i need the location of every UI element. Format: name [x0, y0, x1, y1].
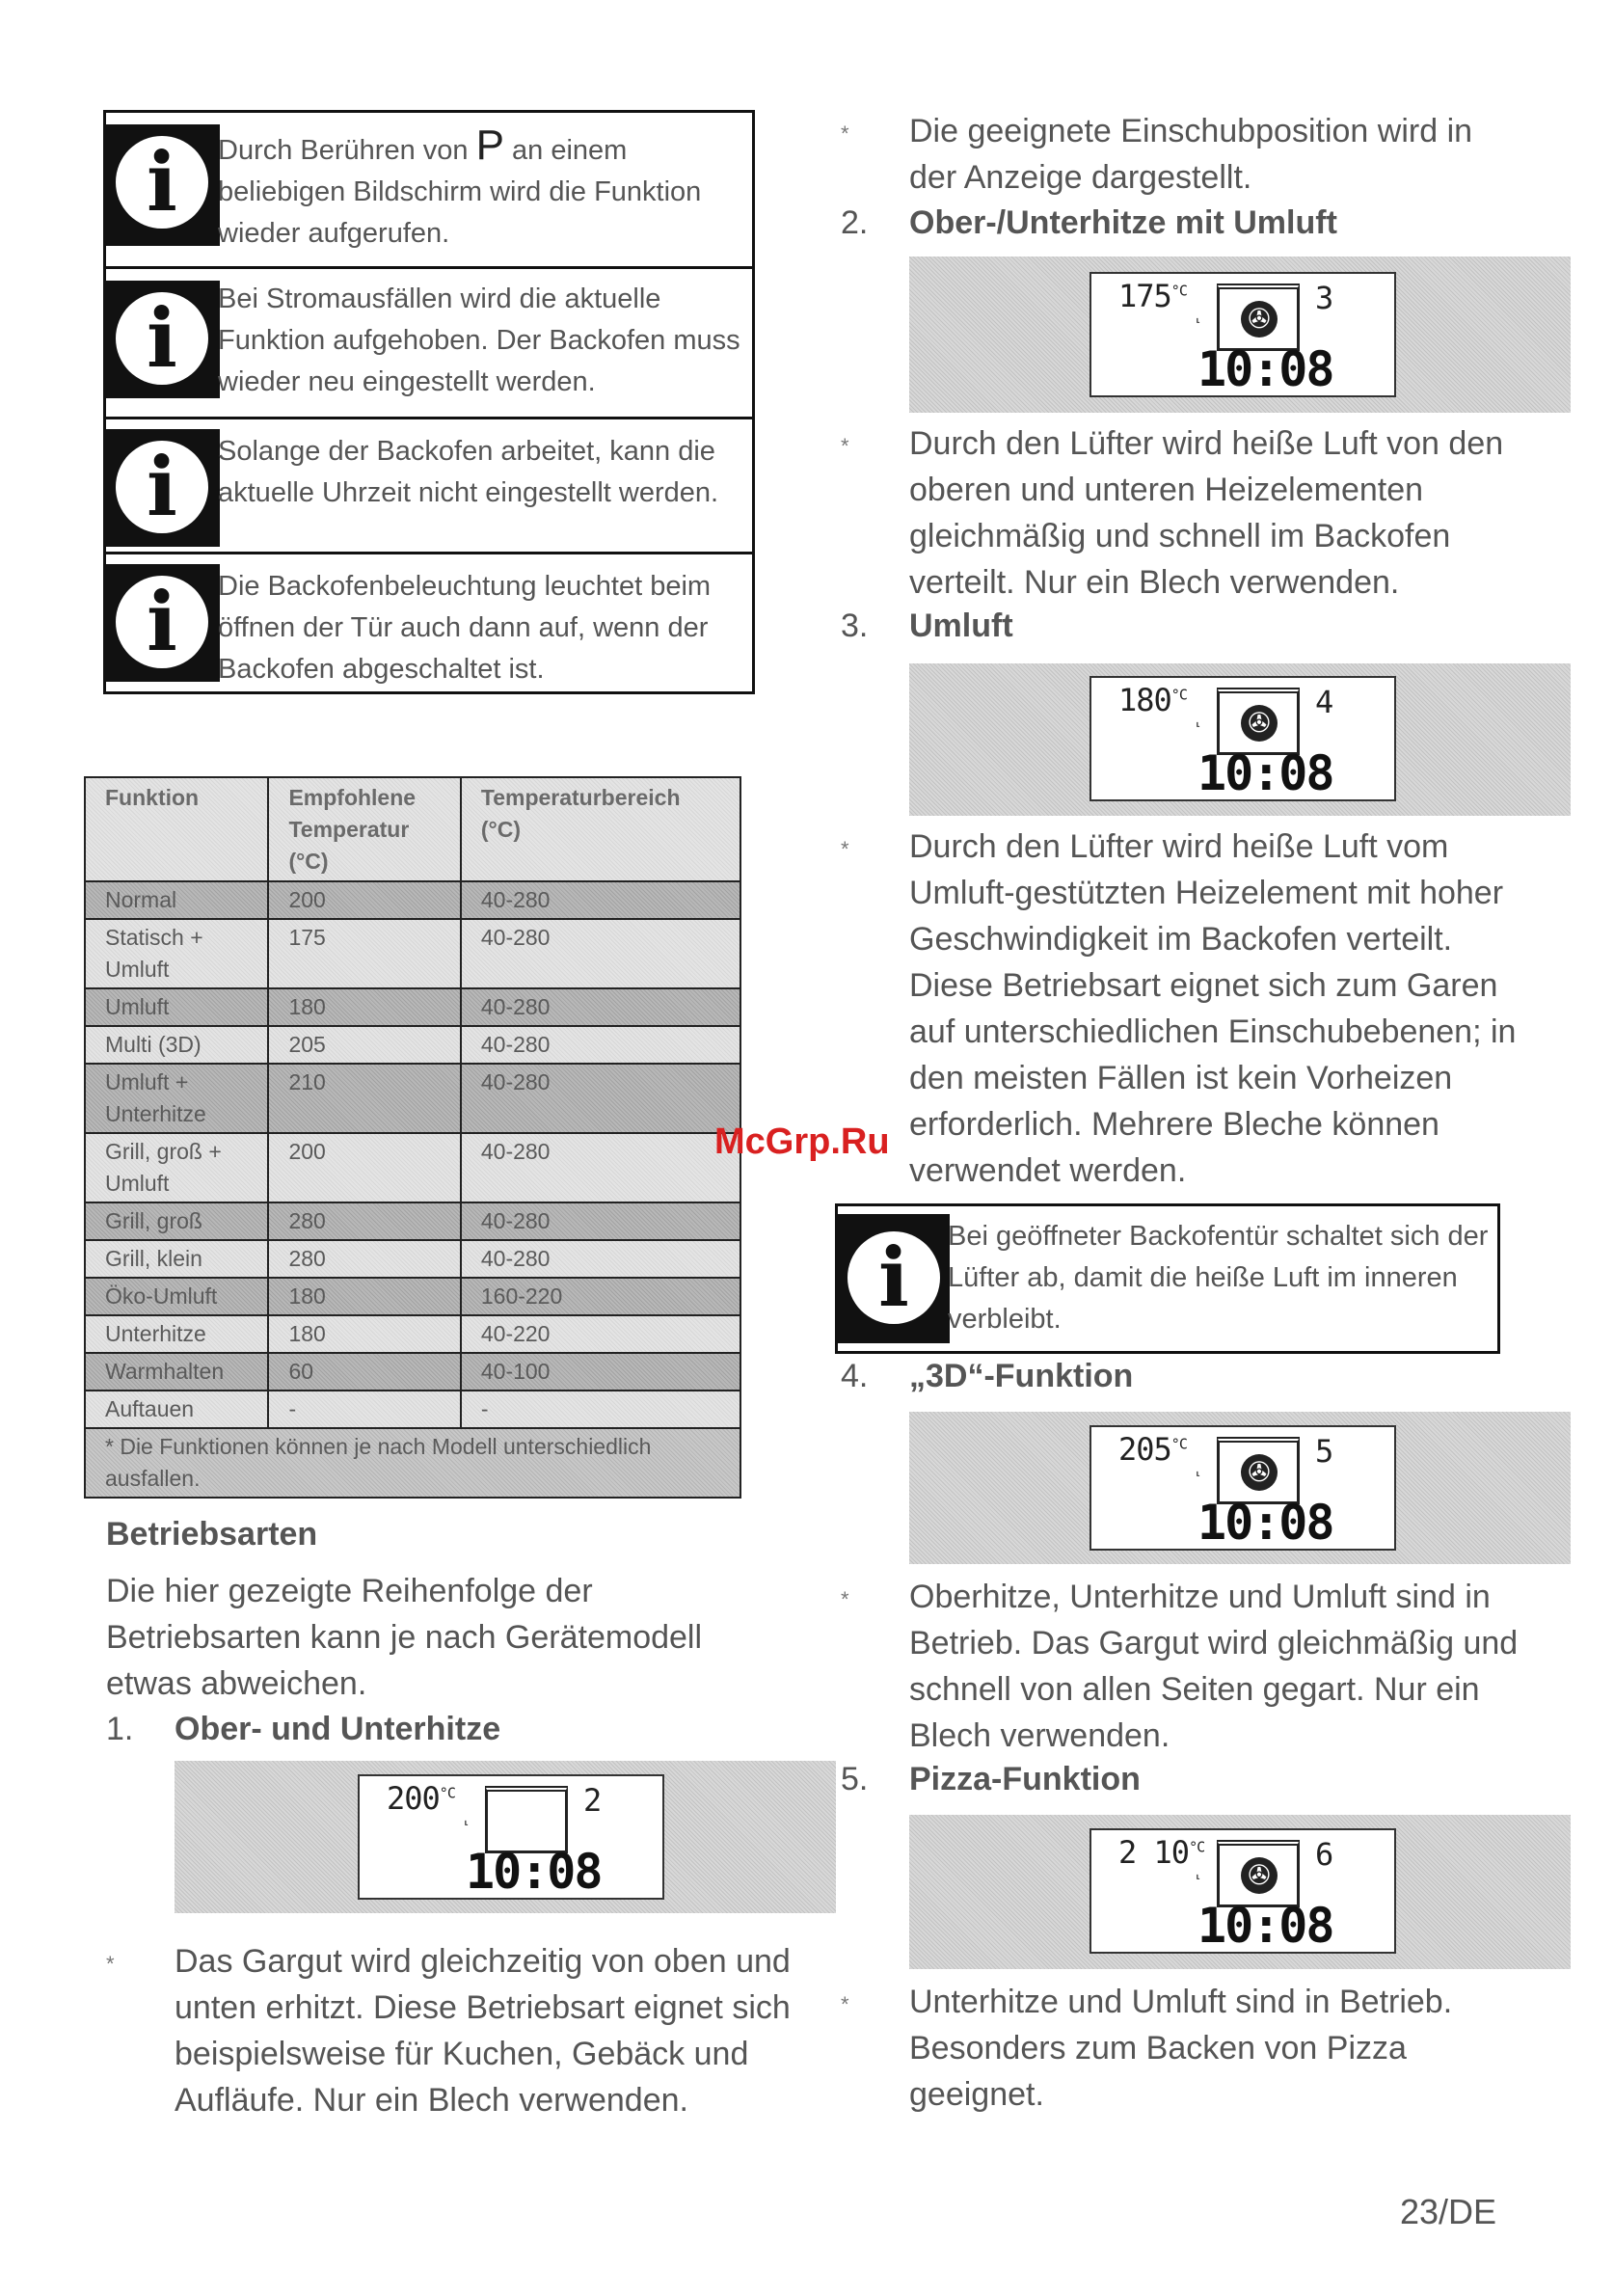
oven-display [1089, 676, 1396, 801]
display-clock: 10:08 [1197, 1495, 1333, 1551]
display-temperature: $180^{^\circ C}$ [1118, 682, 1187, 718]
display-level: 4 [1315, 684, 1334, 720]
oven-display [1089, 1828, 1396, 1954]
bullet-icon: * [841, 434, 849, 458]
fan-icon: ✇ [1241, 705, 1278, 742]
bullet-icon: * [841, 122, 849, 146]
table-row: Warmhalten 60 40-100 [85, 1353, 740, 1391]
mode-number: 1. [106, 1711, 134, 1747]
table-row: Grill, groß 280 40-280 [85, 1202, 740, 1240]
info-note-2 [106, 269, 752, 419]
table-note-row [85, 1428, 740, 1498]
display-level: 6 [1315, 1836, 1334, 1873]
table-row: Statisch + Umluft 175 40-280 [85, 919, 740, 988]
rack-indicator-icon: ⸤ [1196, 309, 1201, 324]
watermark: McGrp.Ru [714, 1121, 890, 1162]
mode-title: Pizza-Funktion [909, 1761, 1141, 1797]
mode-description: Das Gargut wird gleichzeitig von oben und unten erhitzt. Diese Betriebsart eignet sich beispielsweise für Kuchen, Gebäck und Aufläufe. Nur ein Blech verwenden. [175, 1943, 791, 2119]
rack-indicator-icon: ⸤ [464, 1811, 470, 1826]
rack-indicator-icon: ⸤ [1196, 1865, 1201, 1880]
table-header: Empfohlene Temperatur (°C) [268, 777, 460, 881]
mode-number: 5. [841, 1761, 869, 1797]
mode-title: Ober- und Unterhitze [175, 1711, 501, 1747]
table-row: Multi (3D) 205 40-280 [85, 1026, 740, 1064]
info-note-text: Durch Berühren von P an einem beliebigen Bildschirm wird die Funktion wieder aufgerufen. [218, 122, 702, 249]
table-row: Normal 200 40-280 [85, 881, 740, 919]
mode-description: Durch den Lüfter wird heiße Luft von den oberen und unteren Heizelementen gleichmäßig und schnell im Backofen verteilt. Nur ein Blech verwenden. [909, 425, 1504, 601]
page-number: 23/DE [1400, 2192, 1497, 2231]
section-intro: Die hier gezeigte Reihenfolge der Betriebsarten kann je nach Gerätemodell etwas abweichen. [106, 1573, 703, 1702]
display-temperature: 2 $10^{^\circ C}$ [1118, 1834, 1205, 1871]
oven-display [1089, 1425, 1396, 1551]
mode-description: Oberhitze, Unterhitze und Umluft sind in Betrieb. Das Gargut wird gleichmäßig und schnell von allen Seiten gegart. Nur ein Blech verwenden. [909, 1579, 1519, 1754]
table-row: Öko-Umluft 180 160-220 [85, 1278, 740, 1315]
table-row: Auftauen - - [85, 1391, 740, 1428]
info-icon: i [106, 429, 220, 547]
display-level: 5 [1315, 1433, 1334, 1470]
rack-indicator-icon: ⸤ [1196, 1462, 1201, 1477]
table-row: Umluft + Unterhitze 210 40-280 [85, 1064, 740, 1133]
info-note-text: Bei Stromausfällen wird die aktuelle Funktion aufgehoben. Der Backofen muss wieder neu eingestellt werden. [218, 284, 740, 397]
info-note-fan [835, 1203, 1500, 1354]
function-table [84, 776, 741, 1499]
section-title: Betriebsarten [106, 1516, 318, 1553]
mode-description: Durch den Lüfter wird heiße Luft vom Umluft-gestützten Heizelement mit hoher Geschwindigkeit im Backofen verteilt. Diese Betriebsart eignet sich zum Garen auf unterschiedlichen Einschubebenen; in den meisten Fällen ist kein Vorheizen erforderlich. Mehrere Bleche können verwendet werden. [909, 828, 1517, 1189]
mode-number: 2. [841, 204, 869, 241]
table-header: Temperaturbereich (°C) [461, 777, 740, 881]
fan-icon: ✇ [1241, 1857, 1278, 1894]
mode-title: „3D“-Funktion [909, 1358, 1134, 1394]
mode-number: 4. [841, 1358, 869, 1394]
bullet-icon: * [106, 1952, 115, 1976]
mode-number: 3. [841, 608, 869, 644]
display-clock: 10:08 [1197, 1898, 1333, 1954]
display-panel [909, 1815, 1571, 1969]
table-row: Unterhitze 180 40-220 [85, 1315, 740, 1353]
rack-indicator-icon: ⸤ [1196, 713, 1201, 728]
bullet-icon: * [841, 837, 849, 861]
table-footnote: * Die Funktionen können je nach Modell unterschiedlich ausfallen. [85, 1428, 740, 1498]
table-header-row [85, 777, 740, 881]
info-note-text: Bei geöffneter Backofentür schaltet sich der Lüfter ab, damit die heiße Luft im inneren verbleibt. [948, 1221, 1489, 1335]
display-panel [175, 1761, 836, 1913]
fan-icon: ✇ [1241, 301, 1278, 338]
mode-description: Unterhitze und Umluft sind in Betrieb. Besonders zum Backen von Pizza geeignet. [909, 1984, 1453, 2113]
bullet-icon: * [841, 1992, 849, 2016]
display-temperature: $175^{^\circ C}$ [1118, 278, 1187, 314]
info-note-text: Die Backofenbeleuchtung leuchtet beim öffnen der Tür auch dann auf, wenn der Backofen abgeschaltet ist. [218, 571, 712, 685]
display-clock: 10:08 [466, 1844, 602, 1900]
oven-display [358, 1774, 664, 1900]
info-icon: i [106, 281, 220, 398]
display-panel [909, 257, 1571, 413]
intro-text: Die geeignete Einschubposition wird in der Anzeige dargestellt. [909, 113, 1473, 196]
mode-title: Umluft [909, 608, 1013, 644]
table-row: Grill, groß + Umluft 200 40-280 [85, 1133, 740, 1202]
table-row: Umluft 180 40-280 [85, 988, 740, 1026]
info-box-group [103, 110, 755, 694]
info-note-text: Solange der Backofen arbeitet, kann die aktuelle Uhrzeit nicht eingestellt werden. [218, 436, 719, 508]
table-row: Grill, klein 280 40-280 [85, 1240, 740, 1278]
mode-title: Ober-/Unterhitze mit Umluft [909, 204, 1337, 241]
display-level: 3 [1315, 280, 1334, 316]
info-note-3 [106, 419, 752, 554]
display-panel [909, 663, 1571, 816]
display-clock: 10:08 [1197, 341, 1333, 397]
fan-icon: ✇ [1241, 1454, 1278, 1491]
bullet-icon: * [841, 1587, 849, 1611]
display-temperature: $200^{^\circ C}$ [387, 1780, 455, 1817]
display-level: 2 [583, 1782, 603, 1819]
table-header: Funktion [85, 777, 268, 881]
info-icon: i [838, 1214, 950, 1343]
display-clock: 10:08 [1197, 745, 1333, 801]
display-panel [909, 1412, 1571, 1564]
display-temperature: $205^{^\circ C}$ [1118, 1431, 1187, 1468]
info-note-4 [106, 554, 752, 691]
oven-display [1089, 272, 1396, 397]
info-icon: i [106, 124, 220, 246]
info-icon: i [106, 564, 220, 682]
info-note-1 [106, 113, 752, 269]
